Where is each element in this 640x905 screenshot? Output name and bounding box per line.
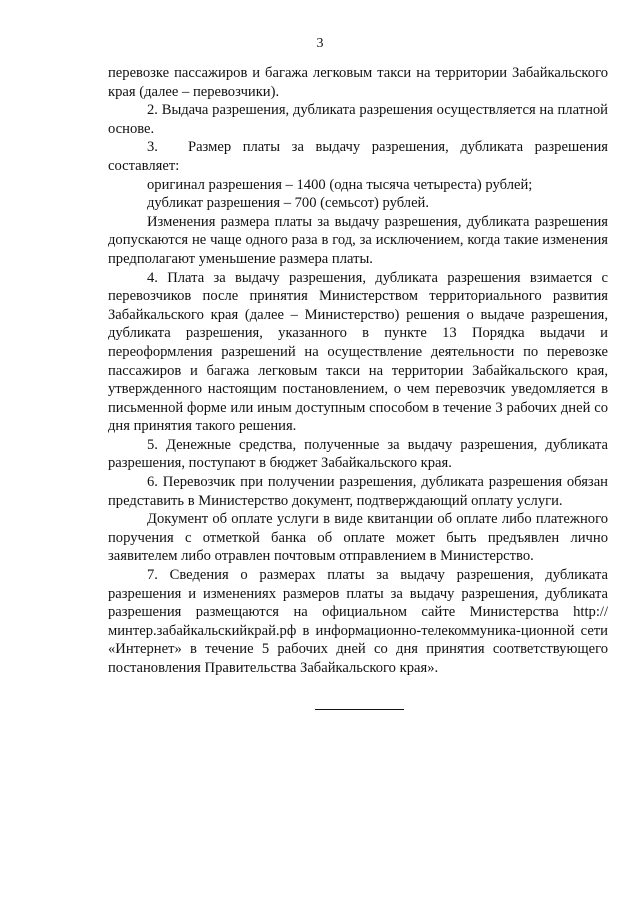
- paragraph-3: [108, 138, 608, 175]
- end-divider-line: [315, 709, 404, 710]
- fee-duplicate: дубликат разрешения – 700 (семьсот) рублей.: [147, 195, 430, 212]
- paragraph-3-text: Размер платы за выдачу разрешения, дубликата разрешения составляет:: [108, 139, 608, 174]
- paragraph-6: 6. Перевозчик при получении разрешения, дубликата разрешения обязан представить в Министерство документ, подтверждающий оплату услуги.: [108, 474, 608, 509]
- paragraph-4: 4. Плата за выдачу разрешения, дубликата разрешения взимается с перевозчиков после принятия Министерством территориального развития Забайкальского края (далее – Министерство) решения о выдаче разрешения, дубликата разрешения, указанного в пункте 13 Порядка выдачи и переоформления разрешений на осуществление деятельности по перевозке пассажиров и багажа легковым такси на территории Забайкальского края, утвержденного настоящим постановлением, о чем перевозчик уведомляется в письменной форме или иным доступным способом в течение 3 рабочих дней со дня принятия такого решения.: [108, 269, 608, 435]
- paragraph-continuation: перевозке пассажиров и багажа легковым такси на территории Забайкальского края (далее – перевозчики).: [108, 65, 608, 100]
- paragraph-3-number: 3.: [147, 139, 158, 156]
- fee-original: оригинал разрешения – 1400 (одна тысяча четыреста) рублей;: [147, 176, 533, 193]
- paragraph-2: 2. Выдача разрешения, дубликата разрешения осуществляется на платной основе.: [108, 102, 608, 137]
- paragraph-5: 5. Денежные средства, полученные за выдачу разрешения, дубликата разрешения, поступают в бюджет Забайкальского края.: [108, 436, 608, 472]
- page-number: 3: [316, 36, 324, 51]
- paragraph-6-document: Документ об оплате услуги в виде квитанции об оплате либо платежного поручения с отметкой банка об оплате может быть предъявлен лично заявителем либо отравлен почтовым отправлением в Министерство.: [108, 511, 608, 565]
- paragraph-7: 7. Сведения о размерах платы за выдачу разрешения, дубликата разрешения и изменениях размеров платы за выдачу разрешения, дубликата разрешения размещаются на официальном сайте Министерства http://минтер.забайкальскийкрай.рф в информационно-телекоммуника-ционной сети «Интернет» в течение 5 рабочих дней со дня принятия соответствующего постановления Правительства Забайкальского края».: [108, 567, 608, 676]
- document-body: [108, 64, 608, 678]
- paragraph-3-changes: Изменения размера платы за выдачу разрешения, дубликата разрешения допускаются не чаще одного раза в год, за исключением, когда такие изменения предполагают уменьшение размера платы.: [108, 213, 608, 267]
